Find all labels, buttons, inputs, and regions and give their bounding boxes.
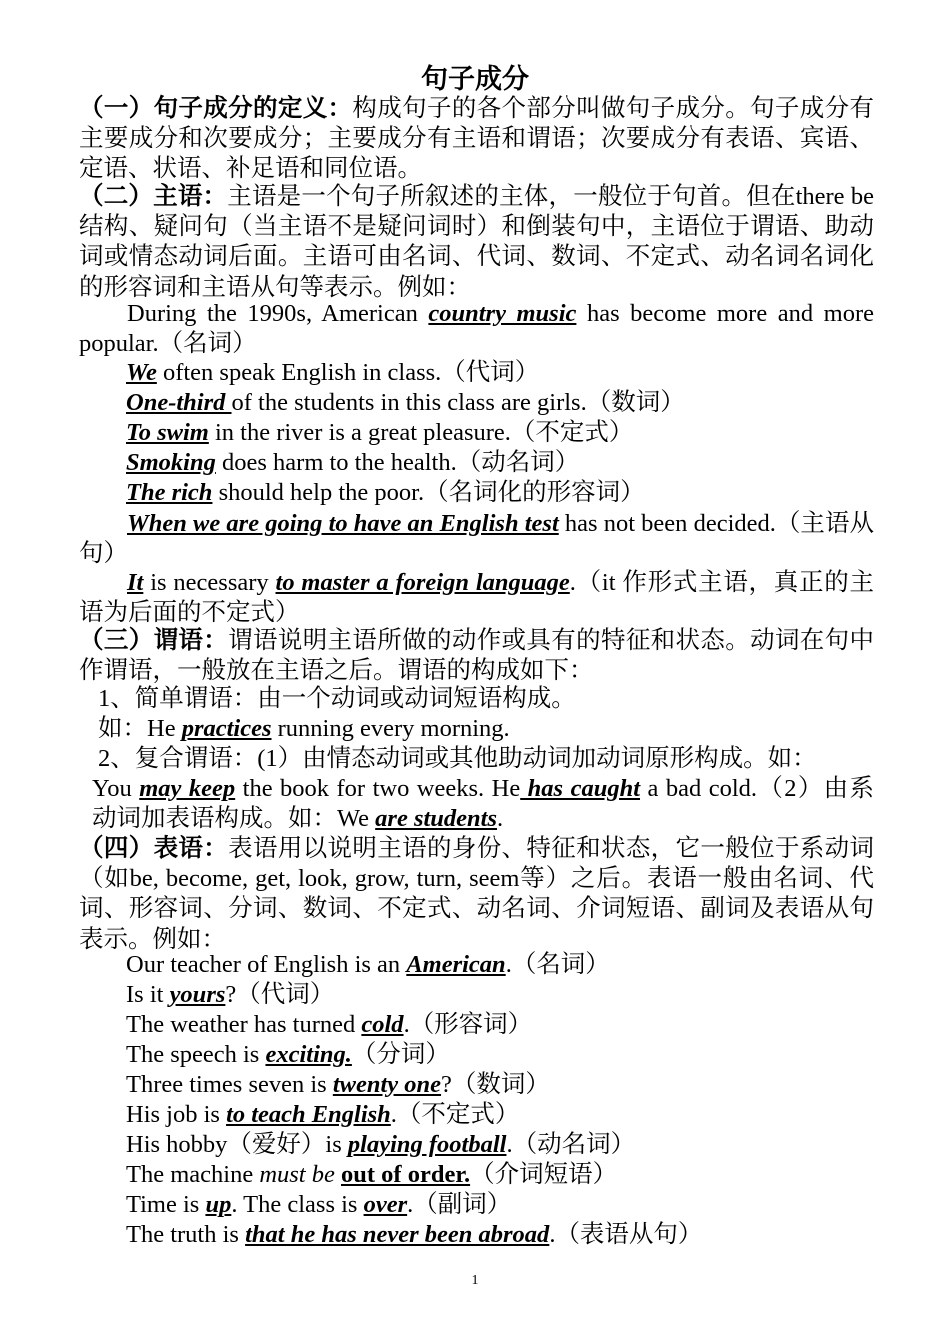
example-sentence: 如：He practices running every morning.: [98, 715, 510, 742]
highlighted-phrase: out of order.: [341, 1161, 471, 1188]
section-predicative: [79, 834, 874, 955]
example-sentence: To swim in the river is a great pleasure.（不定式）: [126, 419, 634, 446]
example-sentence: The truth is that he has never been abroad.（表语从句）: [126, 1221, 703, 1248]
example-sentence: The rich should help the poor.（名词化的形容词）: [126, 479, 645, 506]
page-number: 1: [471, 1273, 479, 1288]
section-body: 主语是一个句子所叙述的主体，一般位于句首。但在there be结构、疑问句（当主语不是疑问词时）和倒装句中，主语位于谓语、助动词或情态动词后面。主语可由名词、代词、数词、不定式、动名词名词化的形容词和主语从句等表示。例如：: [79, 183, 875, 301]
section-heading: （二）主语：: [79, 183, 228, 210]
highlighted-phrase: playing football: [347, 1131, 507, 1158]
highlighted-phrase: exciting.: [265, 1041, 352, 1068]
example-sentence: The speech is exciting.（分词）: [126, 1041, 450, 1068]
highlighted-phrase: to teach English: [226, 1101, 391, 1128]
example-sentence: Time is up. The class is over.（副词）: [126, 1191, 512, 1218]
highlighted-phrase: Smoking: [126, 449, 216, 476]
highlighted-phrase: It: [127, 569, 144, 596]
highlighted-phrase: may keep: [139, 775, 236, 802]
highlighted-phrase: that he has never been abroad: [245, 1221, 550, 1248]
highlighted-phrase: One-third: [126, 389, 232, 416]
highlighted-phrase: up: [205, 1191, 232, 1218]
example-sentence: Smoking does harm to the health.（动名词）: [126, 449, 580, 476]
page-title: 句子成分: [421, 64, 529, 94]
example-sentence: Our teacher of English is an American.（名词）: [126, 951, 610, 978]
example-sentence: When we are going to have an English test has not been decided.（主语从句）: [79, 510, 874, 568]
example-sentence: You may keep the book for two weeks. He has caught a bad cold.（2）由系动词加表语构成。如：We are students.: [92, 775, 875, 833]
list-item: 1、简单谓语：由一个动词或动词短语构成。: [98, 685, 576, 712]
highlighted-phrase: We: [126, 359, 157, 386]
highlighted-phrase: over: [363, 1191, 408, 1218]
section-predicate: [79, 626, 874, 686]
section-heading: （一）句子成分的定义：: [79, 95, 353, 122]
section-subject: [79, 182, 874, 303]
example-sentence: We often speak English in class.（代词）: [126, 359, 540, 386]
example-sentence: The machine must be out of order.（介词短语）: [126, 1161, 618, 1188]
section-definition: [79, 94, 874, 185]
highlighted-phrase: to master a foreign language: [275, 569, 570, 596]
example-sentence: His hobby（爱好）is playing football.（动名词）: [126, 1131, 636, 1158]
highlighted-phrase: country music: [428, 300, 577, 327]
highlighted-phrase: practices: [181, 715, 272, 742]
section-heading: （三）谓语：: [79, 627, 229, 654]
section-body: 谓语说明主语所做的动作或具有的特征和状态。动词在句中作谓语，一般放在主语之后。谓语的构成如下：: [79, 627, 875, 685]
example-sentence: It is necessary to master a foreign language.（it 作形式主语，真正的主语为后面的不定式）: [79, 569, 875, 627]
section-body: 构成句子的各个部分叫做句子成分。句子成分有主要成分和次要成分；主要成分有主语和谓语；次要成分有表语、宾语、定语、状语、补足语和同位语。: [79, 95, 875, 183]
section-body: 表语用以说明主语的身份、特征和状态，它一般位于系动词（如be, become, get, look, grow, turn, seem等）之后。表语一般由名词、代词、形容词、分词、数词、不定式、动名词、介词短语、副词及表语从句表示。例如：: [79, 835, 875, 953]
highlighted-phrase: To swim: [126, 419, 209, 446]
list-item: 2、复合谓语：(1）由情态动词或其他助动词加动词原形构成。如：: [98, 745, 817, 772]
example-sentence: Is it yours?（代词）: [126, 981, 335, 1008]
example-sentence: The weather has turned cold.（形容词）: [126, 1011, 533, 1038]
highlighted-phrase: cold: [361, 1011, 404, 1038]
example-sentence: During the 1990s, American country music has become more and more popular.（名词）: [79, 300, 874, 358]
example-sentence: One-third of the students in this class are girls.（数词）: [126, 389, 685, 416]
highlighted-phrase: The rich: [126, 479, 213, 506]
highlighted-phrase: yours: [169, 981, 226, 1008]
highlighted-phrase: American: [406, 951, 506, 978]
highlighted-phrase: are students: [375, 805, 498, 833]
highlighted-phrase: twenty one: [332, 1071, 442, 1098]
section-heading: （四）表语：: [79, 835, 229, 862]
highlighted-phrase: has caught: [520, 775, 641, 802]
example-sentence: Three times seven is twenty one?（数词）: [126, 1071, 550, 1098]
highlighted-phrase: When we are going to have an English test: [127, 510, 559, 537]
example-sentence: His job is to teach English.（不定式）: [126, 1101, 520, 1128]
